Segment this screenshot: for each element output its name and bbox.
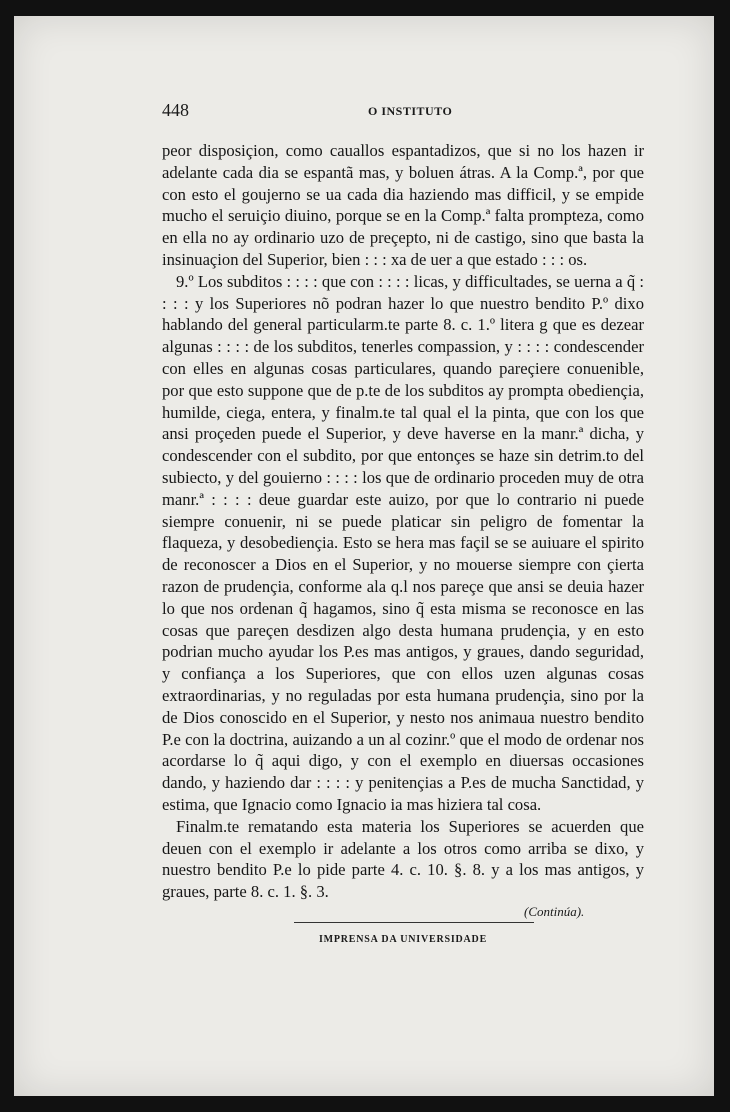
footer-divider xyxy=(294,922,534,923)
body-text xyxy=(162,140,644,903)
paragraph-section-9: 9.º Los subditos : : : : que con : : : : licas, y difficultades, se uerna a q̃ : : : : y los Superiores nõ podran hazer lo que nuestro bendito P.º dixo hablando del general particularm.te parte 8. c. 1.º litera g que es dezear algunas : : : : de los subditos, tenerles compassion, y : : : : condescender con elles en algunas cosas particulares, quando pareçiere conuenible, por que esto suppone que de p.te de los subditos ay prompta obediençia, humilde, ciega, entera, y finalm.te tal qual el la pinta, que con los que ansi proçeden puede el Superior, y deve haverse en la manr.ª dicha, y condescender con el subdito, por que entonçes se haze sin detrim.to del subiecto, y del gouierno : : : : los que de ordinario proceden muy de otra manr.ª : : : : deue guardar este auizo, por que lo contrario ni puede siempre conuenir, ni se puede platicar sin peligro de fomentar la flaqueza, y desobediençia. Esto se hera mas façil se se auiuare el spirito de reconoscer a Dios en el Superior, y no mouerse siempre con çierta razon de prudençia, conforme ala q.l nos pareçe que ansi se deuia hazer lo que nos ordenan q̃ hagamos, sino q̃ esta misma se reconosce en las cosas que pareçen desdizen algo desta humana prudençia, y en esto podrian mucho ayudar los P.es mas antigos, y graues, dando seguridad, y confiança a los Superiores, que con ellos uzen algunas cosas extraordinarias, y no reguladas por esta humana prudençia, sino por la de Dios conoscido en el Superior, y nesto nos animaua nuestro bendito P.e con la doctrina, auizando a un al cozinr.º que el modo de ordenar nos acordarse lo q̃ aqui digo, y con el exemplo en diuersas occasiones dando, y haziendo dar : : : : y penitençias a P.es de mucha Sanctidad, y estima, que Ignacio como Ignacio ia mas hiziera tal cosa. xyxy=(162,271,644,814)
book-page xyxy=(14,16,714,1096)
continued-note: (Continúa). xyxy=(524,904,585,919)
page-header xyxy=(162,100,642,122)
running-title: O INSTITUTO xyxy=(368,104,453,118)
paragraph-continuation: peor disposiçion, como cauallos espantadizos, que si no los hazen ir adelante cada dia se espantã mas, y boluen átras. A la Comp.ª, por que con esto el goujerno se ua cada dia haziendo mas difficil, y se empide mucho el seruiçio diuino, porque se en la Comp.ª falta prompteza, como en ella no ay ordinario uzo de preçepto, ni de castigo, sino que basta la insinuaçion del Superior, bien : : : xa de uer a que estado : : : os. xyxy=(162,141,644,269)
printer-imprint: IMPRENSA DA UNIVERSIDADE xyxy=(318,934,488,945)
paragraph-finalmente: Finalm.te rematando esta materia los Superiores se acuerden que deuen con el exemplo ir adelante a los otros como arriba se dixo, y nuestro bendito P.e lo pide parte 4. c. 10. §. 8. y a los mas antigos, y graues, parte 8. c. 1. §. 3. xyxy=(162,816,644,902)
page-number: 448 xyxy=(162,100,189,120)
